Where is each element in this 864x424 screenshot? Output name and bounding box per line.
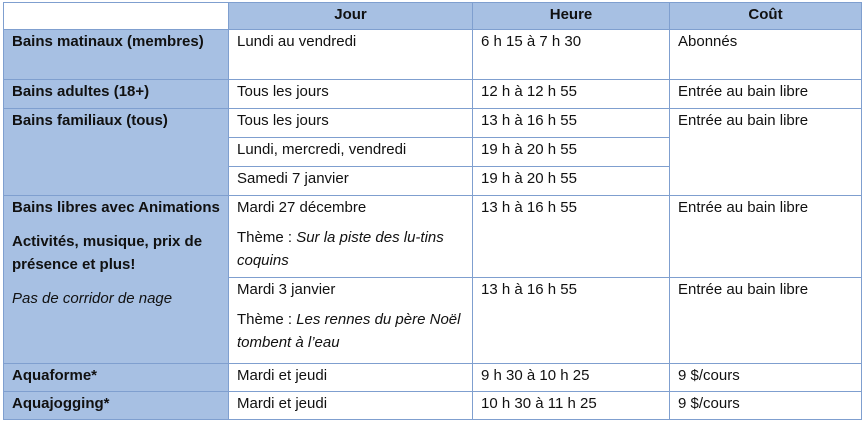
cell-jour: Lundi au vendredi — [229, 30, 473, 80]
cell-cout: Entrée au bain libre — [670, 278, 862, 364]
session-theme — [237, 308, 464, 355]
cell-jour: Mardi et jeudi — [229, 392, 473, 420]
row-label-aquajogging: Aquajogging* — [4, 392, 229, 420]
cell-heure: 13 h à 16 h 55 — [473, 278, 670, 364]
session-day: Mardi 3 janvier — [237, 281, 336, 298]
row-label-adultes: Bains adultes (18+) — [4, 80, 229, 109]
cell-cout: Entrée au bain libre — [670, 109, 862, 196]
animations-title: Bains libres avec Animations — [12, 199, 220, 216]
row-label-matinaux: Bains matinaux (membres) — [4, 30, 229, 80]
cell-heure: 12 h à 12 h 55 — [473, 80, 670, 109]
theme-title: Les rennes du père Noël tombent à l’eau — [237, 310, 461, 351]
cell-heure: 13 h à 16 h 55 — [473, 109, 670, 138]
cell-jour — [229, 278, 473, 364]
row-label-familiaux: Bains familiaux (tous) — [4, 109, 229, 196]
session-day: Mardi 27 décembre — [237, 199, 367, 216]
header-heure: Heure — [473, 3, 670, 30]
schedule-table — [3, 2, 862, 420]
table-row — [4, 196, 862, 278]
cell-jour — [229, 196, 473, 278]
cell-heure: 10 h 30 à 11 h 25 — [473, 392, 670, 420]
cell-heure: 19 h à 20 h 55 — [473, 138, 670, 167]
animations-note: Pas de corridor de nage — [12, 289, 173, 307]
header-corner — [4, 3, 229, 30]
animations-subtitle: Activités, musique, prix de présence et plus! — [12, 232, 203, 273]
cell-cout: 9 $/cours — [670, 364, 862, 392]
row-label-aquaforme: Aquaforme* — [4, 364, 229, 392]
cell-heure: 19 h à 20 h 55 — [473, 167, 670, 196]
cell-cout: Entrée au bain libre — [670, 80, 862, 109]
cell-jour: Samedi 7 janvier — [229, 167, 473, 196]
cell-cout: Abonnés — [670, 30, 862, 80]
table-row — [4, 80, 862, 109]
theme-prefix: Thème : — [237, 310, 297, 328]
cell-jour: Tous les jours — [229, 109, 473, 138]
header-row — [4, 3, 862, 30]
header-jour: Jour — [229, 3, 473, 30]
cell-heure: 6 h 15 à 7 h 30 — [473, 30, 670, 80]
table-row — [4, 392, 862, 420]
cell-heure: 13 h à 16 h 55 — [473, 196, 670, 278]
cell-cout: Entrée au bain libre — [670, 196, 862, 278]
cell-heure: 9 h 30 à 10 h 25 — [473, 364, 670, 392]
cell-jour: Tous les jours — [229, 80, 473, 109]
table-row — [4, 364, 862, 392]
session-theme — [237, 226, 464, 273]
table-row — [4, 30, 862, 80]
cell-jour: Mardi et jeudi — [229, 364, 473, 392]
table-row — [4, 109, 862, 138]
theme-prefix: Thème : — [237, 228, 297, 246]
row-label-animations — [4, 196, 229, 364]
header-cout: Coût — [670, 3, 862, 30]
theme-title: Sur la piste des lu-tins coquins — [237, 228, 444, 269]
cell-jour: Lundi, mercredi, vendredi — [229, 138, 473, 167]
cell-cout: 9 $/cours — [670, 392, 862, 420]
